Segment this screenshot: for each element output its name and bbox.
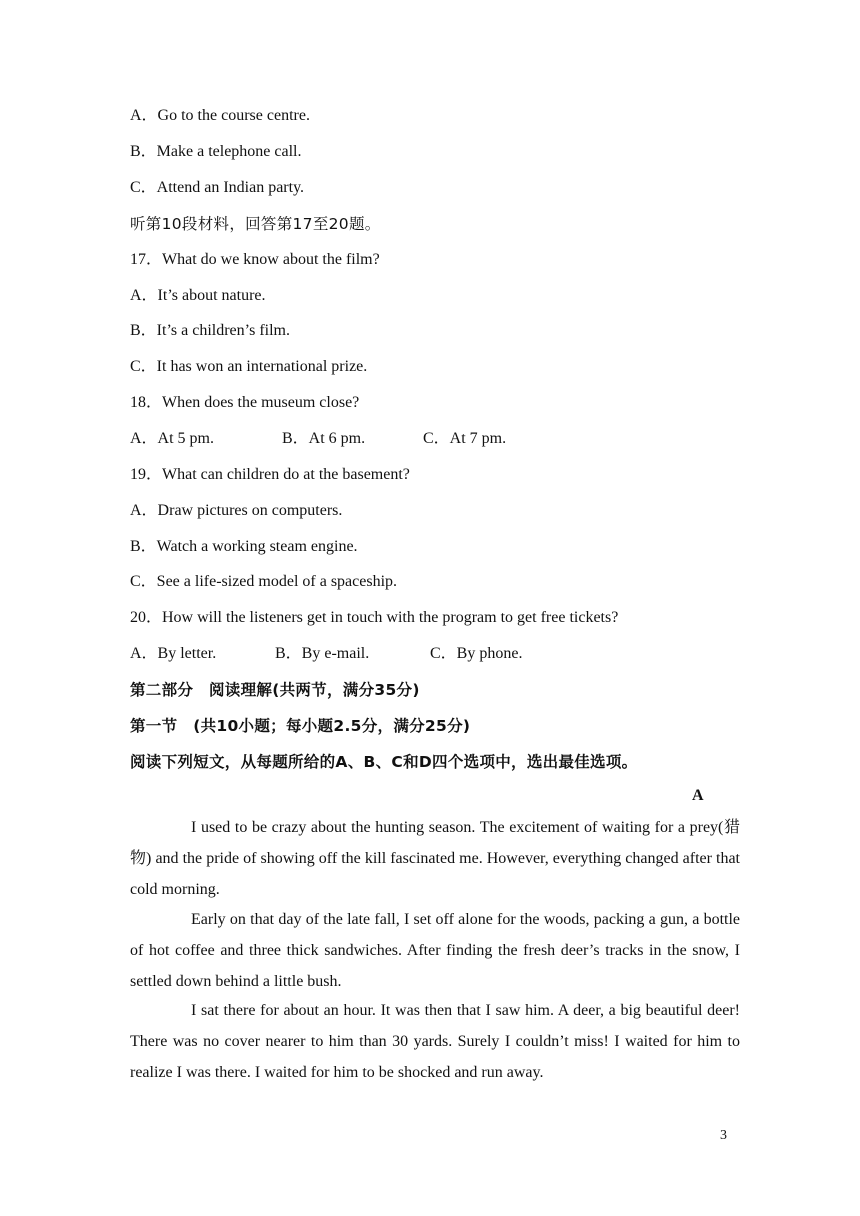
q16-option-c: C．Attend an Indian party. (130, 179, 305, 196)
q20-option-b: B．By e-mail. (275, 645, 370, 662)
q17-option-b: B．It’s a children’s film. (130, 322, 290, 339)
part-two-heading: 第二部分 阅读理解(共两节，满分35分) (130, 681, 420, 699)
q20-option-c: C．By phone. (430, 645, 523, 662)
passage-title: A (692, 787, 704, 804)
question-17: 17．What do we know about the film? (130, 251, 380, 268)
q17-option-a: A．It’s about nature. (130, 287, 266, 304)
passage-paragraph-1: I used to be crazy about the hunting season. The excitement of waiting for a prey(猎物) and the pride of showing off the kill fascinated me. However, everything changed after that cold morning. (130, 819, 740, 898)
section-10-instruction: 听第10段材料，回答第17至20题。 (130, 215, 381, 233)
q18-option-b: B．At 6 pm. (282, 430, 366, 447)
question-19: 19．What can children do at the basement? (130, 466, 410, 483)
page-number: 3 (720, 1128, 727, 1143)
passage-paragraph-2: Early on that day of the late fall, I set off alone for the woods, packing a gun, a bottle of hot coffee and three thick sandwiches. After finding the fresh deer’s tracks in the snow, I settled down behind a little bush. (130, 911, 740, 990)
q20-option-a: A．By letter. (130, 645, 217, 662)
q16-option-b: B．Make a telephone call. (130, 143, 302, 160)
reading-instruction: 阅读下列短文，从每题所给的A、B、C和D四个选项中，选出最佳选项。 (130, 753, 638, 771)
passage-paragraph-3: I sat there for about an hour. It was then that I saw him. A deer, a big beautiful deer! There was no cover nearer to him than 30 yards. Surely I couldn’t miss! I waited for him to realize I was there. I waited for him to be shocked and run away. (130, 1002, 740, 1081)
section-one-heading: 第一节 (共10小题；每小题2.5分，满分25分) (130, 717, 471, 735)
q19-option-a: A．Draw pictures on computers. (130, 502, 343, 519)
q16-option-a: A．Go to the course centre. (130, 107, 310, 124)
q17-option-c: C．It has won an international prize. (130, 358, 368, 375)
q19-option-b: B．Watch a working steam engine. (130, 538, 358, 555)
question-20: 20．How will the listeners get in touch with the program to get free tickets? (130, 609, 619, 626)
q18-option-a: A．At 5 pm. (130, 430, 215, 447)
q18-option-c: C．At 7 pm. (423, 430, 507, 447)
q19-option-c: C．See a life-sized model of a spaceship. (130, 573, 398, 590)
question-18: 18．When does the museum close? (130, 394, 360, 411)
q20-options (130, 644, 750, 664)
q18-options (130, 429, 750, 449)
